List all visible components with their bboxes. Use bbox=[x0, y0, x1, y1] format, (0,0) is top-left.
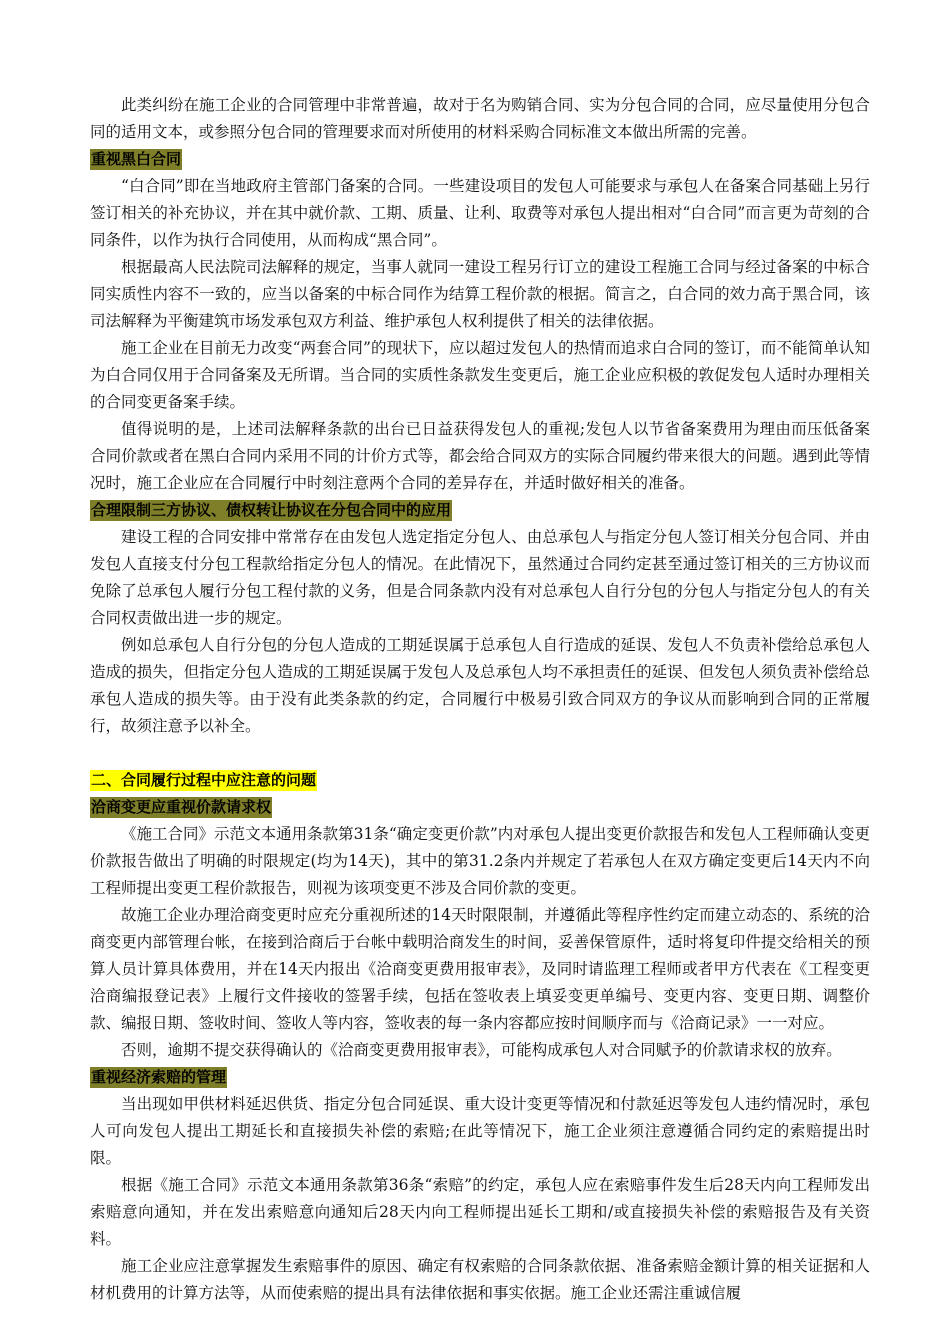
section-heading-text: 洽商变更应重视价款请求权 bbox=[91, 798, 272, 816]
section-heading-text: 合理限制三方协议、债权转让协议在分包合同中的应用 bbox=[91, 501, 452, 519]
section-heading bbox=[90, 146, 870, 173]
section-heading-text: 重视经济索赔的管理 bbox=[91, 1068, 227, 1086]
section-heading bbox=[90, 1064, 870, 1091]
section-heading bbox=[90, 794, 870, 821]
body-paragraph: 根据《施工合同》示范文本通用条款第36条“索赔”的约定，承包人应在索赔事件发生后28天内向工程师发出索赔意向通知，并在发出索赔意向通知后28天内向工程师提出延长工期和/或直接损失补偿的索赔报告及有关资料。 bbox=[90, 1176, 870, 1248]
document-page bbox=[90, 92, 870, 1307]
section-heading bbox=[90, 497, 870, 524]
body-paragraph: 当出现如甲供材料延迟供货、指定分包合同延误、重大设计变更等情况和付款延迟等发包人违约情况时，承包人可向发包人提出工期延长和直接损失补偿的索赔;在此等情况下，施工企业须注意遵循合同约定的索赔提出时限。 bbox=[90, 1095, 870, 1167]
body-paragraph: 故施工企业办理洽商变更时应充分重视所述的14天时限限制，并遵循此等程序性约定而建立动态的、系统的洽商变更内部管理台帐，在接到洽商后于台帐中载明洽商发生的时间，妥善保管原件，适时将复印件提交给相关的预算人员计算具体费用，并在14天内报出《洽商变更费用报审表》，及同时请监理工程师或者甲方代表在《工程变更洽商编报登记表》上履行文件接收的签署手续，包括在签收表上填妥变更单编号、变更内容、变更日期、调整价款、编报日期、签收时间、签收人等内容，签收表的每一条内容都应按时间顺序而与《洽商记录》一一对应。 bbox=[90, 906, 870, 1032]
body-paragraph: 《施工合同》示范文本通用条款第31条“确定变更价款”内对承包人提出变更价款报告和发包人工程师确认变更价款报告做出了明确的时限规定(均为14天)，其中的第31.2条内并规定了若承包人在双方确定变更后14天内不向工程师提出变更工程价款报告，则视为该项变更不涉及合同价款的变更。 bbox=[90, 825, 870, 897]
blank-line bbox=[90, 740, 870, 767]
body-paragraph: 施工企业应注意掌握发生索赔事件的原因、确定有权索赔的合同条款依据、准备索赔金额计算的相关证据和人材机费用的计算方法等，从而使索赔的提出具有法律依据和事实依据。施工企业还需注重诚信履 bbox=[90, 1257, 870, 1302]
body-paragraph: 此类纠纷在施工企业的合同管理中非常普遍，故对于名为购销合同、实为分包合同的合同，应尽量使用分包合同的适用文本，或参照分包合同的管理要求而对所使用的材料采购合同标准文本做出所需的完善。 bbox=[90, 96, 870, 141]
body-paragraph: 值得说明的是，上述司法解释条款的出台已日益获得发包人的重视;发包人以节省备案费用为理由而压低备案合同价款或者在黑白合同内采用不同的计价方式等，都会给合同双方的实际合同履约带来很大的问题。遇到此等情况时，施工企业应在合同履行中时刻注意两个合同的差异存在，并适时做好相关的准备。 bbox=[90, 420, 870, 492]
body-paragraph: “白合同”即在当地政府主管部门备案的合同。一些建设项目的发包人可能要求与承包人在备案合同基础上另行签订相关的补充协议，并在其中就价款、工期、质量、让利、取费等对承包人提出相对“白合同”而言更为苛刻的合同条件，以作为执行合同使用，从而构成“黑合同”。 bbox=[90, 177, 870, 249]
section-heading-text: 重视黑白合同 bbox=[91, 150, 182, 168]
body-paragraph: 例如总承包人自行分包的分包人造成的工期延误属于总承包人自行造成的延误、发包人不负责补偿给总承包人造成的损失，但指定分包人造成的工期延误属于发包人及总承包人均不承担责任的延误、但发包人须负责补偿给总承包人造成的损失等。由于没有此类条款的约定，合同履行中极易引致合同双方的争议从而影响到合同的正常履行，故须注意予以补全。 bbox=[90, 636, 870, 735]
body-paragraph: 建设工程的合同安排中常常存在由发包人选定指定分包人、由总承包人与指定分包人签订相关分包合同、并由发包人直接支付分包工程款给指定分包人的情况。在此情况下，虽然通过合同约定甚至通过签订相关的三方协议而免除了总承包人履行分包工程付款的义务，但是合同条款内没有对总承包人自行分包的分包人与指定分包人的有关合同权责做出进一步的规定。 bbox=[90, 528, 870, 627]
body-paragraph: 根据最高人民法院司法解释的规定，当事人就同一建设工程另行订立的建设工程施工合同与经过备案的中标合同实质性内容不一致的，应当以备案的中标合同作为结算工程价款的根据。简言之，白合同的效力高于黑合同，该司法解释为平衡建筑市场发承包双方利益、维护承包人权利提供了相关的法律依据。 bbox=[90, 258, 870, 330]
body-paragraph: 否则，逾期不提交获得确认的《洽商变更费用报审表》，可能构成承包人对合同赋予的价款请求权的放弃。 bbox=[121, 1041, 842, 1059]
section-heading-text: 二、合同履行过程中应注意的问题 bbox=[91, 771, 317, 789]
body-paragraph: 施工企业在目前无力改变“两套合同”的现状下，应以超过发包人的热情而追求白合同的签订，而不能简单认知为白合同仅用于合同备案及无所谓。当合同的实质性条款发生变更后，施工企业应积极的敦促发包人适时办理相关的合同变更备案手续。 bbox=[90, 339, 870, 411]
section-heading bbox=[90, 767, 870, 794]
